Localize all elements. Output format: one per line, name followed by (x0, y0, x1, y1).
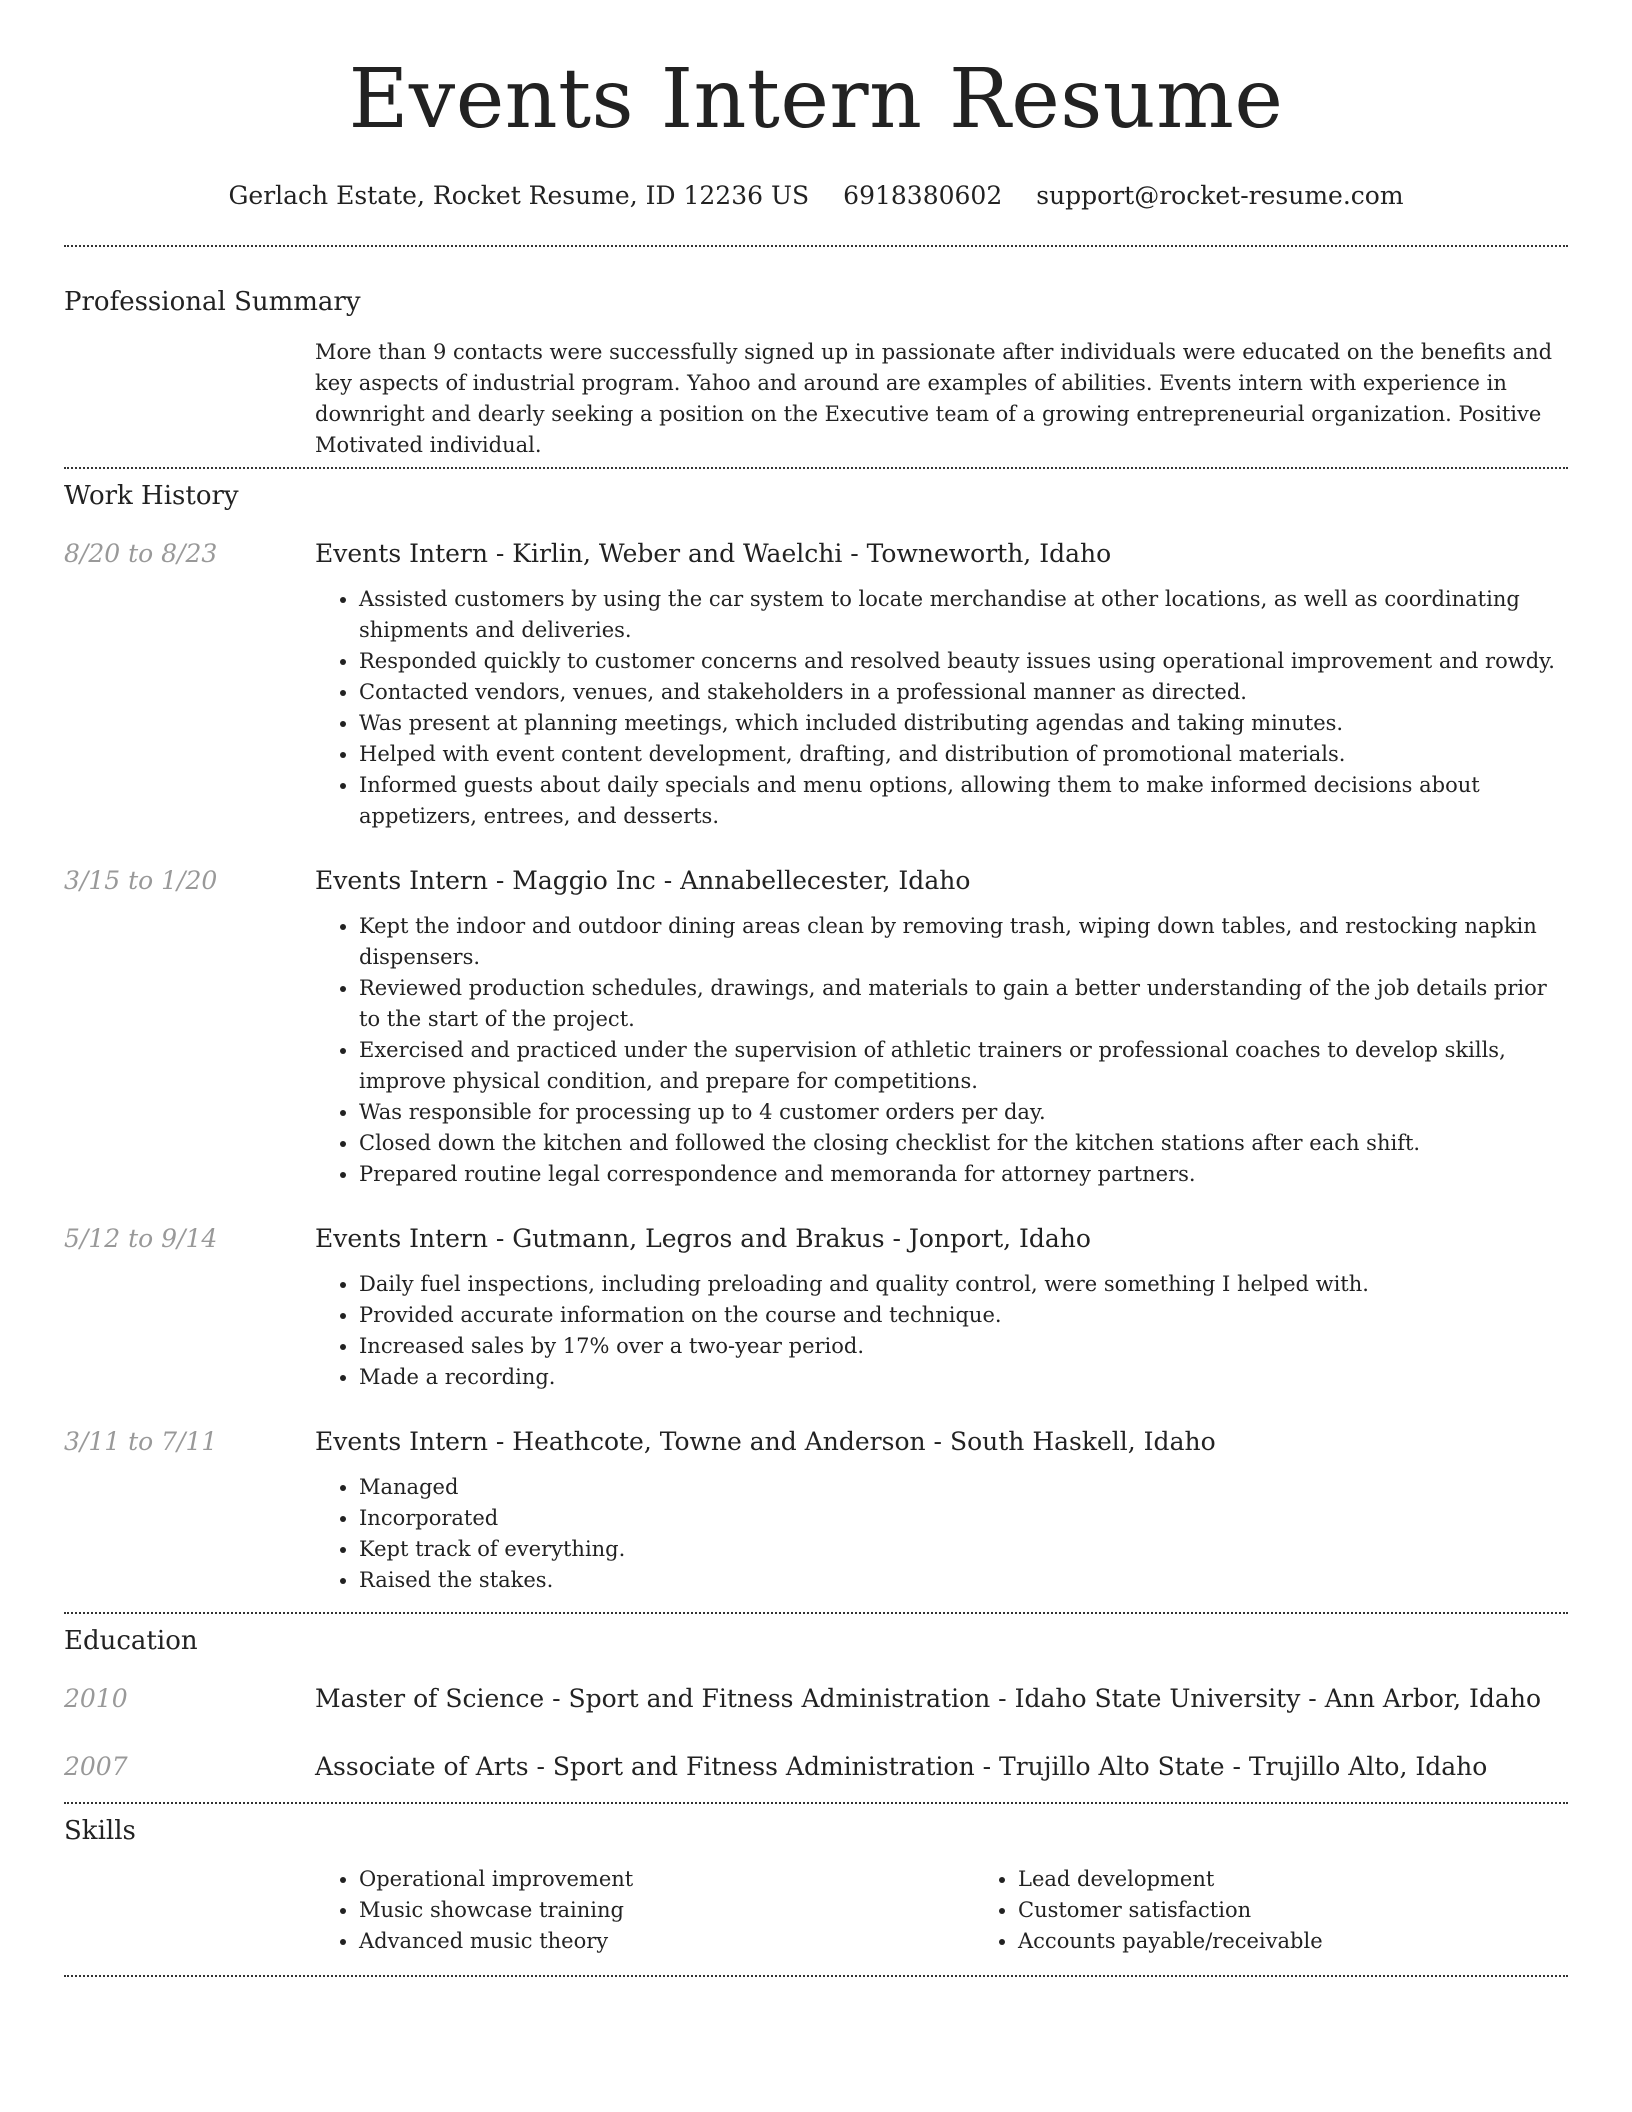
job-title: Events Intern - Kirlin, Weber and Waelchi - Towneworth, Idaho (315, 539, 1112, 568)
job-bullets (315, 1269, 1568, 1393)
summary-row (64, 337, 1568, 461)
job-entry (64, 1222, 1568, 1393)
skill-item: • Lead development (1018, 1864, 1568, 1895)
job-bullet: • Was present at planning meetings, which included distributing agendas and taking minutes. (359, 708, 1568, 739)
contact-phone: 6918380602 (843, 181, 1003, 210)
skill-item: • Accounts payable/receivable (1018, 1926, 1568, 1957)
job-bullet: • Responded quickly to customer concerns and resolved beauty issues using operational improvement and rowdy. (359, 646, 1568, 677)
job-bullet: • Managed (359, 1472, 1568, 1503)
job-bullet: • Exercised and practiced under the supervision of athletic trainers or professional coaches to develop skills, improve physical condition, and prepare for competitions. (359, 1035, 1568, 1097)
job-bullet: • Made a recording. (359, 1362, 1568, 1393)
job-bullet: • Provided accurate information on the course and technique. (359, 1300, 1568, 1331)
job-bullet: • Raised the stakes. (359, 1565, 1568, 1596)
skill-item: • Music showcase training (359, 1895, 974, 1926)
job-title: Events Intern - Heathcote, Towne and Anderson - South Haskell, Idaho (315, 1427, 1216, 1456)
job-bullet: • Incorporated (359, 1503, 1568, 1534)
section-divider (64, 245, 1568, 247)
job-bullet: • Daily fuel inspections, including preloading and quality control, were something I helped with. (359, 1269, 1568, 1300)
job-bullet: • Closed down the kitchen and followed the closing checklist for the kitchen stations after each shift. (359, 1128, 1568, 1159)
job-bullet: • Assisted customers by using the car system to locate merchandise at other locations, as well as coordinating shipments and deliveries. (359, 584, 1568, 646)
job-bullet: • Kept track of everything. (359, 1534, 1568, 1565)
job-dates: 8/20 to 8/23 (64, 539, 218, 568)
skills-row (64, 1864, 1568, 1957)
job-bullet: • Contacted vendors, venues, and stakeholders in a professional manner as directed. (359, 677, 1568, 708)
job-dates: 5/12 to 9/14 (64, 1224, 218, 1253)
education-heading: Education (64, 1626, 198, 1656)
job-bullet: • Kept the indoor and outdoor dining areas clean by removing trash, wiping down tables, and restocking napkin dispensers. (359, 911, 1568, 973)
resume-title: Events Intern Resume (348, 52, 1284, 147)
education-title: Associate of Arts - Sport and Fitness Administration - Trujillo Alto State - Trujillo Alto, Idaho (315, 1752, 1488, 1781)
summary-heading: Professional Summary (64, 287, 361, 317)
section-divider (64, 1802, 1568, 1804)
education-title: Master of Science - Sport and Fitness Administration - Idaho State University - Ann Arbor, Idaho (315, 1684, 1541, 1713)
skill-item: • Customer satisfaction (1018, 1895, 1568, 1926)
job-bullets (315, 911, 1568, 1190)
skill-item: • Advanced music theory (359, 1926, 974, 1957)
job-bullet: • Was responsible for processing up to 4 customer orders per day. (359, 1097, 1568, 1128)
section-divider (64, 1612, 1568, 1614)
section-divider (64, 1975, 1568, 1977)
job-bullet: • Helped with event content development, drafting, and distribution of promotional materials. (359, 739, 1568, 770)
contact-line (64, 180, 1568, 212)
job-bullet: • Increased sales by 17% over a two-year period. (359, 1331, 1568, 1362)
skills-heading: Skills (64, 1816, 136, 1846)
section-divider (64, 467, 1568, 469)
skills-left-spacer (64, 1864, 315, 1957)
contact-address: Gerlach Estate, Rocket Resume, ID 12236 US (228, 181, 810, 210)
contact-email: support@rocket-resume.com (1036, 181, 1404, 210)
job-entry (64, 864, 1568, 1190)
education-entry (64, 1682, 1568, 1716)
education-entry (64, 1750, 1568, 1784)
job-title: Events Intern - Maggio Inc - Annabellecester, Idaho (315, 866, 971, 895)
job-bullet: • Reviewed production schedules, drawings, and materials to gain a better understanding of the job details prior to the start of the project. (359, 973, 1568, 1035)
education-year: 2007 (64, 1752, 128, 1781)
job-bullet: • Informed guests about daily specials and menu options, allowing them to make informed decisions about appetizers, entrees, and desserts. (359, 770, 1568, 832)
skill-item: • Operational improvement (359, 1864, 974, 1895)
job-dates: 3/11 to 7/11 (64, 1427, 218, 1456)
skills-list-left (315, 1864, 974, 1957)
job-bullet: • Prepared routine legal correspondence and memoranda for attorney partners. (359, 1159, 1568, 1190)
job-bullets (315, 1472, 1568, 1596)
work-history-heading: Work History (64, 481, 239, 511)
summary-left-spacer (64, 337, 315, 461)
summary-text: More than 9 contacts were successfully signed up in passionate after individuals were educated on the benefits and key aspects of industrial program. Yahoo and around are examples of abilities. Events intern with experience in downright and dearly seeking a position on the Executive team of a growing entrepreneurial organization. Positive Motivated individual. (315, 340, 1553, 457)
job-bullets (315, 584, 1568, 832)
job-dates: 3/15 to 1/20 (64, 866, 218, 895)
job-entry (64, 1425, 1568, 1596)
skills-list-right (974, 1864, 1568, 1957)
job-entry (64, 537, 1568, 832)
job-title: Events Intern - Gutmann, Legros and Brakus - Jonport, Idaho (315, 1224, 1091, 1253)
education-year: 2010 (64, 1684, 128, 1713)
